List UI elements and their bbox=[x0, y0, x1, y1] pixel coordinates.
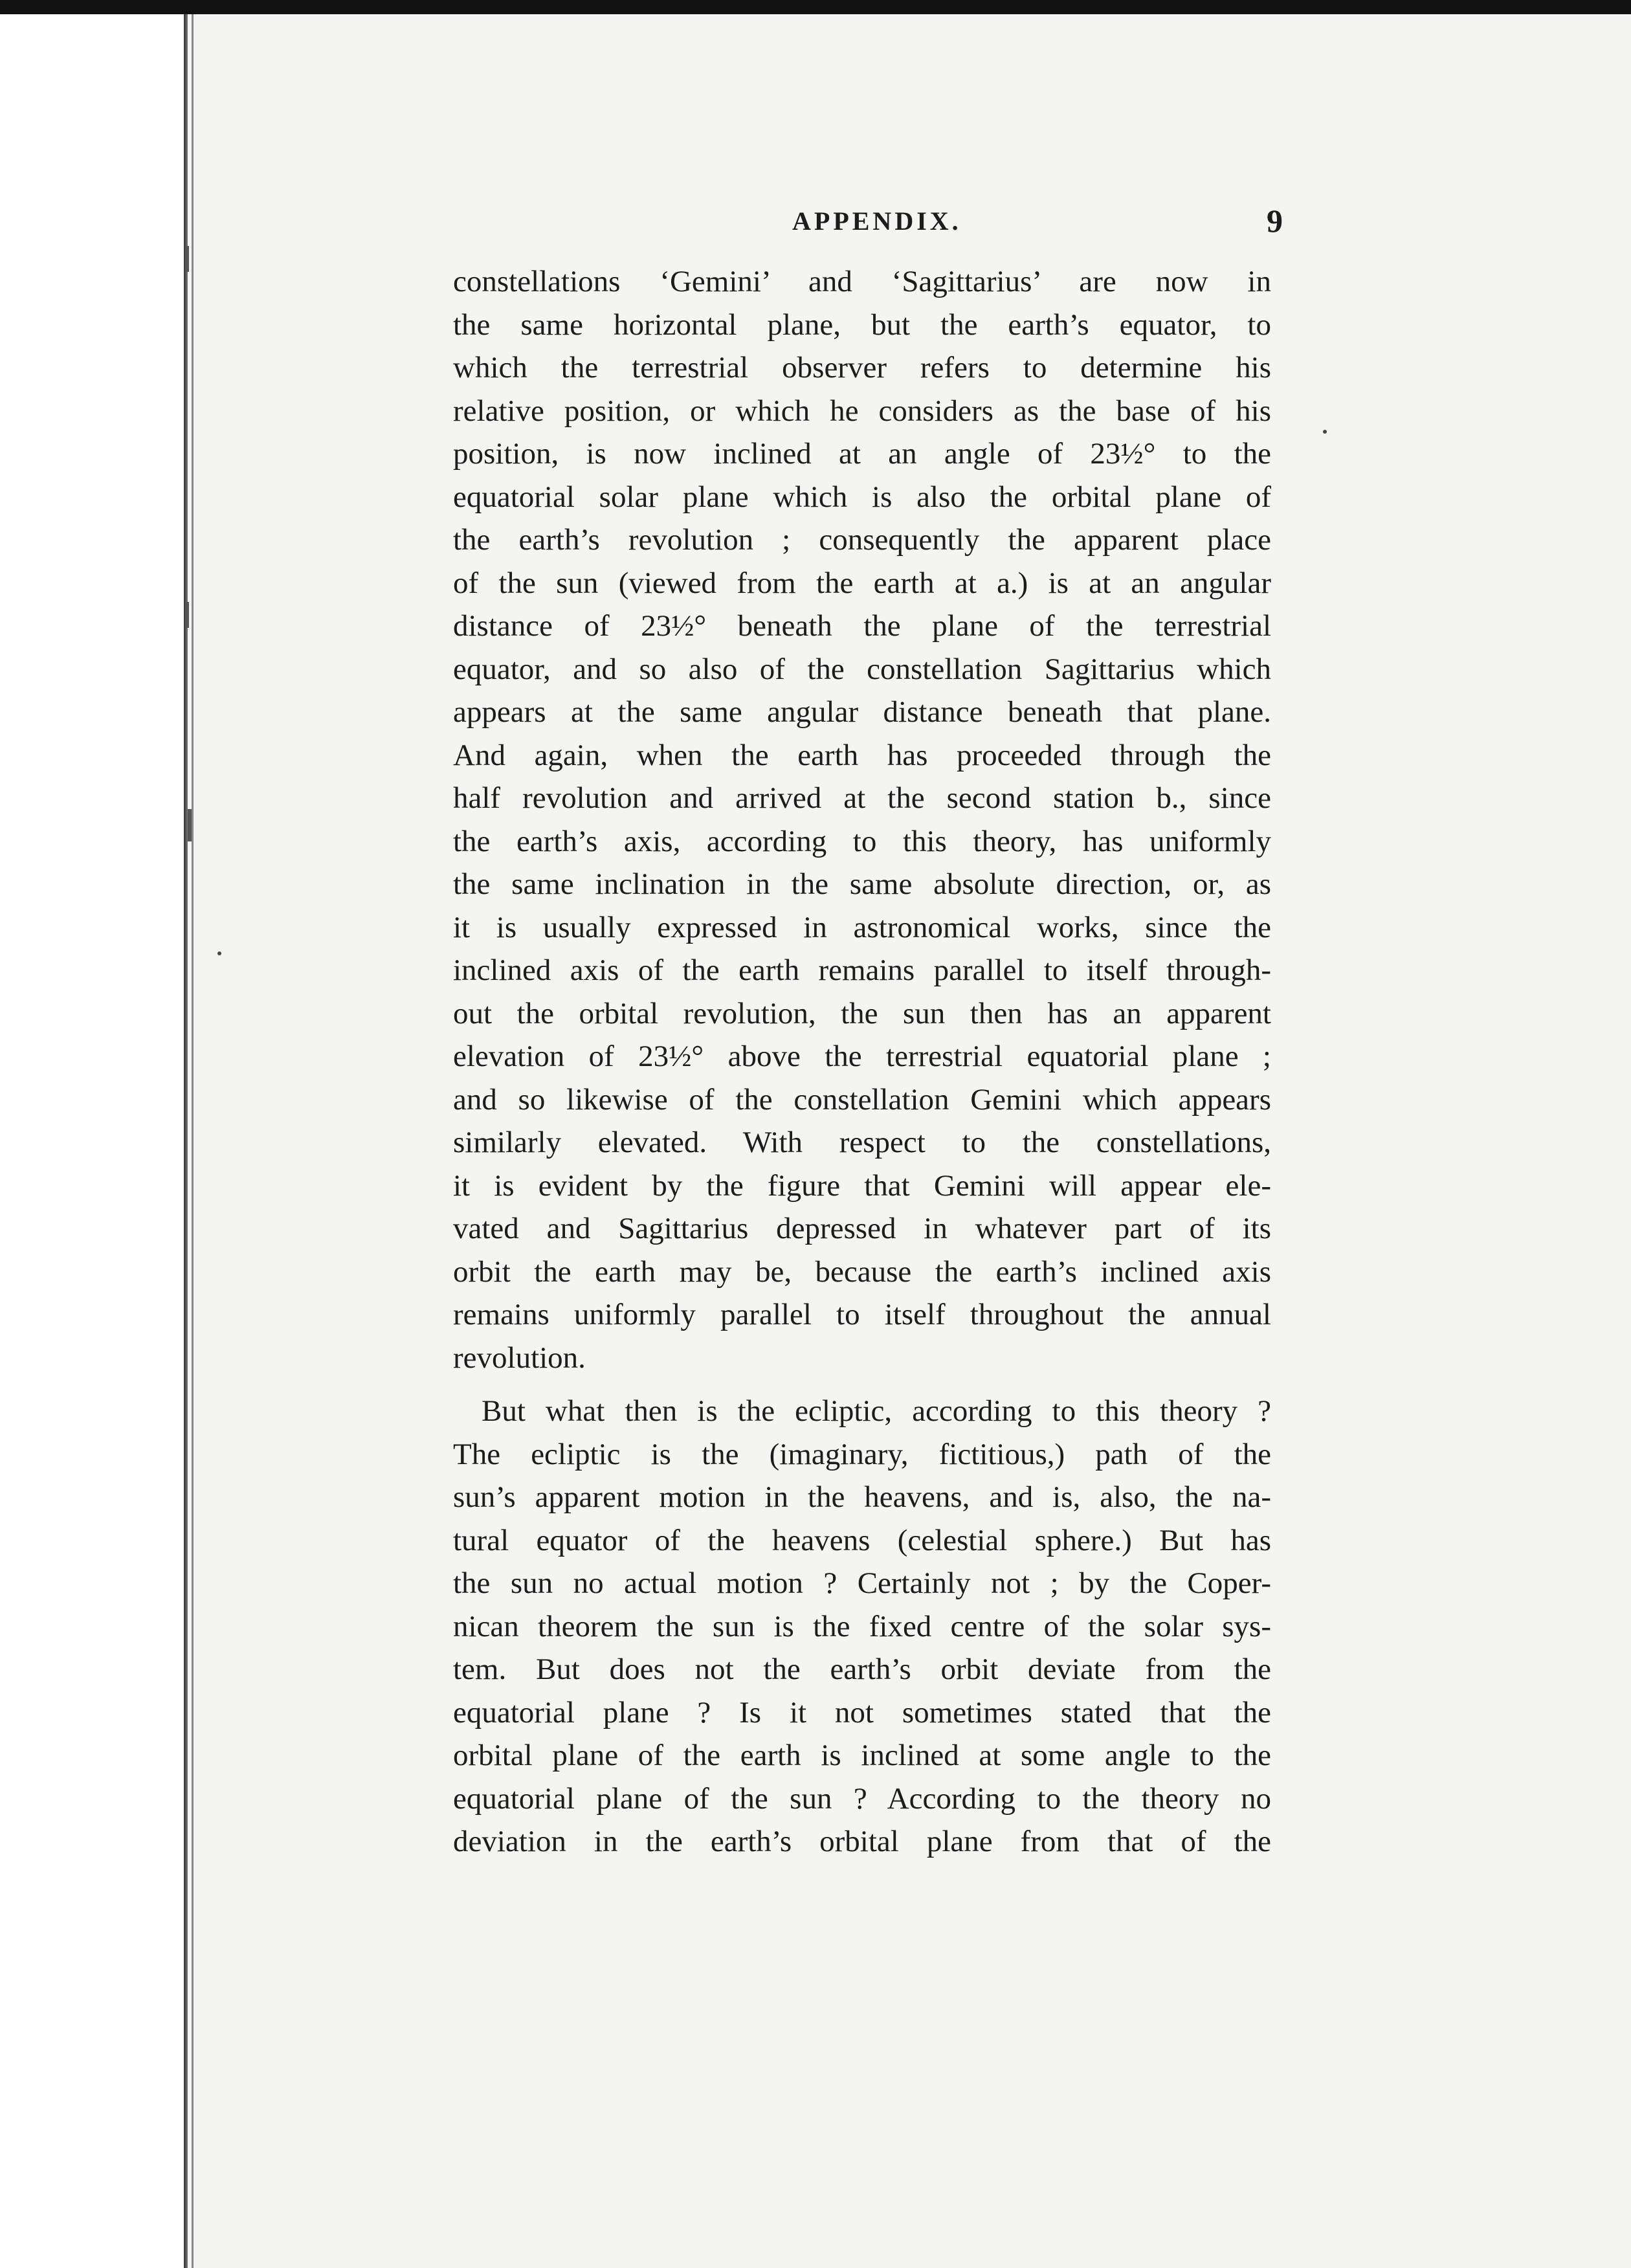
text-line: the same inclination in the same absolute direction, or, as bbox=[453, 867, 1271, 901]
text-line: orbit the earth may be, because the earth’s inclined axis bbox=[453, 1254, 1271, 1289]
text-line: which the terrestrial observer refers to determine his bbox=[453, 351, 1271, 384]
book-spine-inner-edge bbox=[192, 14, 194, 2268]
text-line: elevation of 23½° above the terrestrial equatorial plane ; bbox=[453, 1040, 1271, 1073]
scan-speck bbox=[217, 951, 221, 955]
body-text bbox=[453, 260, 1271, 1863]
page-number: 9 bbox=[1267, 203, 1283, 239]
text-line: distance of 23½° beneath the plane of the terrestrial bbox=[453, 609, 1271, 643]
paragraph-gap bbox=[453, 1379, 1271, 1390]
text-line: half revolution and arrived at the second station b., since bbox=[453, 781, 1271, 815]
scan-top-border bbox=[0, 0, 1631, 14]
text-line: relative position, or which he considers as the base of his bbox=[453, 394, 1271, 428]
text-line: it is usually expressed in astronomical works, since the bbox=[453, 910, 1271, 944]
text-line: remains uniformly parallel to itself throughout the annual bbox=[453, 1298, 1271, 1331]
text-line: inclined axis of the earth remains parallel to itself through- bbox=[453, 953, 1271, 987]
text-line: out the orbital revolution, the sun then has an apparent bbox=[453, 996, 1271, 1030]
text-line: position, is now inclined at an angle of 23½° to the bbox=[453, 437, 1271, 471]
text-line: equatorial solar plane which is also the orbital plane of bbox=[453, 480, 1271, 514]
book-spine-edge bbox=[184, 14, 188, 2268]
text-line: and so likewise of the constellation Gemini which appears bbox=[453, 1082, 1271, 1117]
text-line: tem. But does not the earth’s orbit deviate from the bbox=[453, 1652, 1271, 1686]
text-line: appears at the same angular distance beneath that plane. bbox=[453, 695, 1271, 729]
text-line: the sun no actual motion ? Certainly not ; by the Coper- bbox=[453, 1566, 1271, 1600]
spine-mark bbox=[185, 246, 189, 272]
spine-mark bbox=[185, 602, 189, 628]
paragraph-1 bbox=[453, 260, 1271, 1379]
text-line: But what then is the ecliptic, according to this theory ? bbox=[482, 1394, 1271, 1428]
paragraph-2 bbox=[453, 1390, 1271, 1863]
text-line: And again, when the earth has proceeded through the bbox=[453, 738, 1271, 772]
text-line: tural equator of the heavens (celestial sphere.) But has bbox=[453, 1523, 1271, 1557]
text-line: vated and Sagittarius depressed in whatever part of its bbox=[453, 1212, 1271, 1245]
text-line: The ecliptic is the (imaginary, fictitious,) path of the bbox=[453, 1437, 1271, 1471]
text-line: orbital plane of the earth is inclined at some angle to the bbox=[453, 1739, 1271, 1772]
text-line: equatorial plane ? Is it not sometimes stated that the bbox=[453, 1695, 1271, 1729]
text-line: it is evident by the figure that Gemini will appear ele- bbox=[453, 1168, 1271, 1203]
text-line: similarly elevated. With respect to the constellations, bbox=[453, 1126, 1271, 1159]
text-line: deviation in the earth’s orbital plane from that of the bbox=[453, 1825, 1271, 1858]
left-page-margin bbox=[0, 14, 185, 2268]
text-line: revolution. bbox=[453, 1340, 586, 1375]
text-line: equatorial plane of the sun ? According to the theory no bbox=[453, 1781, 1271, 1816]
text-line: of the sun (viewed from the earth at a.) is at an angular bbox=[453, 566, 1271, 600]
text-line: equator, and so also of the constellation Sagittarius which bbox=[453, 652, 1271, 686]
text-line: sun’s apparent motion in the heavens, and is, also, the na- bbox=[453, 1480, 1271, 1514]
running-head: APPENDIX. bbox=[792, 206, 962, 236]
text-line: the earth’s axis, according to this theory, has uniformly bbox=[453, 824, 1271, 858]
text-line: constellations ‘Gemini’ and ‘Sagittarius’ are now in bbox=[453, 265, 1271, 298]
page-header bbox=[453, 203, 1283, 245]
spine-mark bbox=[188, 809, 192, 841]
scan-speck bbox=[1323, 430, 1327, 434]
text-line: nican theorem the sun is the fixed centre of the solar sys- bbox=[453, 1609, 1271, 1643]
text-line: the earth’s revolution ; consequently the apparent place bbox=[453, 523, 1271, 557]
text-line: the same horizontal plane, but the earth’s equator, to bbox=[453, 307, 1271, 342]
